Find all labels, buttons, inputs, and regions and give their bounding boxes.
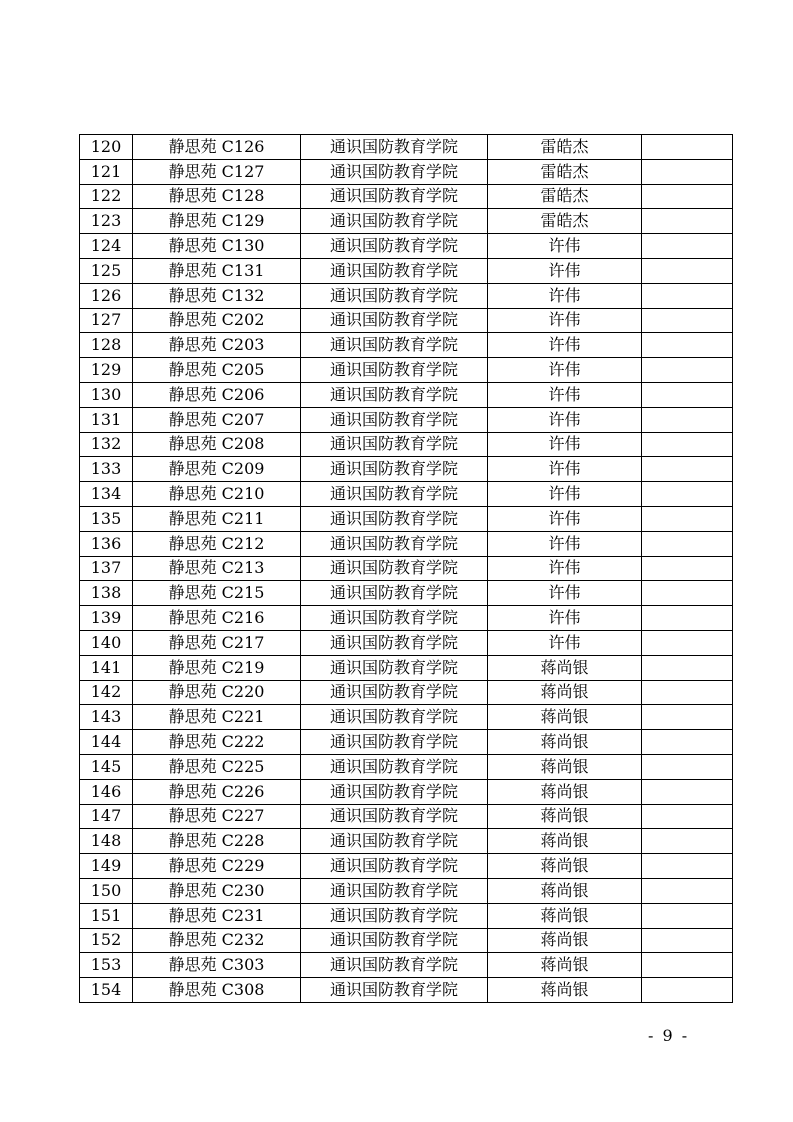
- table-row: [80, 457, 733, 482]
- note-cell: [642, 730, 733, 755]
- row-number-cell: 147: [80, 804, 133, 829]
- note-cell: [642, 382, 733, 407]
- person-cell: 许伟: [488, 531, 642, 556]
- person-cell: 许伟: [488, 581, 642, 606]
- note-cell: [642, 457, 733, 482]
- table-row: [80, 234, 733, 259]
- row-number-cell: 136: [80, 531, 133, 556]
- person-cell: 许伟: [488, 457, 642, 482]
- table-row: [80, 779, 733, 804]
- note-cell: [642, 184, 733, 209]
- row-number-cell: 137: [80, 556, 133, 581]
- college-cell: 通识国防教育学院: [301, 184, 488, 209]
- note-cell: [642, 680, 733, 705]
- table-row: [80, 854, 733, 879]
- row-number-cell: 150: [80, 878, 133, 903]
- table-row: [80, 184, 733, 209]
- room-cell: 静思苑 C212: [133, 531, 301, 556]
- note-cell: [642, 432, 733, 457]
- note-cell: [642, 581, 733, 606]
- person-cell: 雷皓杰: [488, 184, 642, 209]
- person-cell: 许伟: [488, 234, 642, 259]
- person-cell: 雷皓杰: [488, 159, 642, 184]
- person-cell: 蒋尚银: [488, 655, 642, 680]
- room-cell: 静思苑 C211: [133, 506, 301, 531]
- room-cell: 静思苑 C226: [133, 779, 301, 804]
- college-cell: 通识国防教育学院: [301, 333, 488, 358]
- college-cell: 通识国防教育学院: [301, 630, 488, 655]
- college-cell: 通识国防教育学院: [301, 135, 488, 160]
- row-number-cell: 122: [80, 184, 133, 209]
- college-cell: 通识国防教育学院: [301, 382, 488, 407]
- row-number-cell: 152: [80, 928, 133, 953]
- table-row: [80, 878, 733, 903]
- person-cell: 蒋尚银: [488, 978, 642, 1003]
- person-cell: 雷皓杰: [488, 135, 642, 160]
- note-cell: [642, 258, 733, 283]
- person-cell: 许伟: [488, 308, 642, 333]
- person-cell: 蒋尚银: [488, 878, 642, 903]
- person-cell: 许伟: [488, 606, 642, 631]
- room-cell: 静思苑 C217: [133, 630, 301, 655]
- room-cell: 静思苑 C228: [133, 829, 301, 854]
- person-cell: 蒋尚银: [488, 804, 642, 829]
- dorm-assignment-table-container: [79, 134, 732, 1003]
- table-row: [80, 556, 733, 581]
- row-number-cell: 125: [80, 258, 133, 283]
- row-number-cell: 126: [80, 283, 133, 308]
- room-cell: 静思苑 C231: [133, 903, 301, 928]
- person-cell: 许伟: [488, 556, 642, 581]
- note-cell: [642, 209, 733, 234]
- table-row: [80, 209, 733, 234]
- row-number-cell: 148: [80, 829, 133, 854]
- note-cell: [642, 829, 733, 854]
- table-row: [80, 432, 733, 457]
- person-cell: 许伟: [488, 482, 642, 507]
- person-cell: 蒋尚银: [488, 754, 642, 779]
- note-cell: [642, 135, 733, 160]
- row-number-cell: 146: [80, 779, 133, 804]
- table-row: [80, 630, 733, 655]
- row-number-cell: 143: [80, 705, 133, 730]
- table-row: [80, 308, 733, 333]
- college-cell: 通识国防教育学院: [301, 407, 488, 432]
- table-row: [80, 135, 733, 160]
- row-number-cell: 151: [80, 903, 133, 928]
- note-cell: [642, 655, 733, 680]
- college-cell: 通识国防教育学院: [301, 606, 488, 631]
- college-cell: 通识国防教育学院: [301, 506, 488, 531]
- college-cell: 通识国防教育学院: [301, 854, 488, 879]
- room-cell: 静思苑 C207: [133, 407, 301, 432]
- row-number-cell: 141: [80, 655, 133, 680]
- row-number-cell: 132: [80, 432, 133, 457]
- table-row: [80, 829, 733, 854]
- college-cell: 通识国防教育学院: [301, 903, 488, 928]
- row-number-cell: 139: [80, 606, 133, 631]
- row-number-cell: 124: [80, 234, 133, 259]
- row-number-cell: 140: [80, 630, 133, 655]
- college-cell: 通识国防教育学院: [301, 804, 488, 829]
- room-cell: 静思苑 C219: [133, 655, 301, 680]
- table-row: [80, 407, 733, 432]
- college-cell: 通识国防教育学院: [301, 680, 488, 705]
- person-cell: 蒋尚银: [488, 854, 642, 879]
- note-cell: [642, 953, 733, 978]
- room-cell: 静思苑 C128: [133, 184, 301, 209]
- note-cell: [642, 358, 733, 383]
- college-cell: 通识国防教育学院: [301, 878, 488, 903]
- person-cell: 蒋尚银: [488, 829, 642, 854]
- person-cell: 蒋尚银: [488, 779, 642, 804]
- room-cell: 静思苑 C215: [133, 581, 301, 606]
- room-cell: 静思苑 C205: [133, 358, 301, 383]
- row-number-cell: 135: [80, 506, 133, 531]
- table-row: [80, 953, 733, 978]
- person-cell: 蒋尚银: [488, 730, 642, 755]
- college-cell: 通识国防教育学院: [301, 159, 488, 184]
- room-cell: 静思苑 C308: [133, 978, 301, 1003]
- note-cell: [642, 159, 733, 184]
- note-cell: [642, 804, 733, 829]
- table-row: [80, 482, 733, 507]
- row-number-cell: 153: [80, 953, 133, 978]
- college-cell: 通识国防教育学院: [301, 581, 488, 606]
- row-number-cell: 131: [80, 407, 133, 432]
- room-cell: 静思苑 C232: [133, 928, 301, 953]
- person-cell: 许伟: [488, 630, 642, 655]
- college-cell: 通识国防教育学院: [301, 730, 488, 755]
- person-cell: 蒋尚银: [488, 953, 642, 978]
- row-number-cell: 121: [80, 159, 133, 184]
- row-number-cell: 128: [80, 333, 133, 358]
- college-cell: 通识国防教育学院: [301, 308, 488, 333]
- table-row: [80, 754, 733, 779]
- note-cell: [642, 705, 733, 730]
- room-cell: 静思苑 C221: [133, 705, 301, 730]
- note-cell: [642, 308, 733, 333]
- row-number-cell: 127: [80, 308, 133, 333]
- room-cell: 静思苑 C303: [133, 953, 301, 978]
- table-row: [80, 606, 733, 631]
- person-cell: 许伟: [488, 358, 642, 383]
- room-cell: 静思苑 C227: [133, 804, 301, 829]
- table-row: [80, 978, 733, 1003]
- note-cell: [642, 333, 733, 358]
- room-cell: 静思苑 C131: [133, 258, 301, 283]
- note-cell: [642, 854, 733, 879]
- row-number-cell: 130: [80, 382, 133, 407]
- room-cell: 静思苑 C213: [133, 556, 301, 581]
- college-cell: 通识国防教育学院: [301, 928, 488, 953]
- college-cell: 通识国防教育学院: [301, 432, 488, 457]
- row-number-cell: 144: [80, 730, 133, 755]
- person-cell: 许伟: [488, 283, 642, 308]
- note-cell: [642, 556, 733, 581]
- table-row: [80, 730, 733, 755]
- room-cell: 静思苑 C220: [133, 680, 301, 705]
- table-row: [80, 903, 733, 928]
- note-cell: [642, 630, 733, 655]
- table-row: [80, 581, 733, 606]
- table-row: [80, 804, 733, 829]
- row-number-cell: 145: [80, 754, 133, 779]
- note-cell: [642, 234, 733, 259]
- note-cell: [642, 878, 733, 903]
- table-row: [80, 705, 733, 730]
- table-row: [80, 258, 733, 283]
- room-cell: 静思苑 C230: [133, 878, 301, 903]
- table-row: [80, 358, 733, 383]
- row-number-cell: 138: [80, 581, 133, 606]
- college-cell: 通识国防教育学院: [301, 556, 488, 581]
- college-cell: 通识国防教育学院: [301, 358, 488, 383]
- note-cell: [642, 482, 733, 507]
- row-number-cell: 142: [80, 680, 133, 705]
- row-number-cell: 154: [80, 978, 133, 1003]
- note-cell: [642, 779, 733, 804]
- room-cell: 静思苑 C206: [133, 382, 301, 407]
- note-cell: [642, 606, 733, 631]
- college-cell: 通识国防教育学院: [301, 457, 488, 482]
- college-cell: 通识国防教育学院: [301, 655, 488, 680]
- note-cell: [642, 928, 733, 953]
- table-row: [80, 680, 733, 705]
- college-cell: 通识国防教育学院: [301, 209, 488, 234]
- person-cell: 许伟: [488, 382, 642, 407]
- person-cell: 雷皓杰: [488, 209, 642, 234]
- person-cell: 许伟: [488, 407, 642, 432]
- note-cell: [642, 283, 733, 308]
- room-cell: 静思苑 C127: [133, 159, 301, 184]
- table-row: [80, 382, 733, 407]
- table-body: [80, 135, 733, 1003]
- room-cell: 静思苑 C225: [133, 754, 301, 779]
- note-cell: [642, 506, 733, 531]
- college-cell: 通识国防教育学院: [301, 258, 488, 283]
- room-cell: 静思苑 C132: [133, 283, 301, 308]
- room-cell: 静思苑 C216: [133, 606, 301, 631]
- note-cell: [642, 754, 733, 779]
- room-cell: 静思苑 C222: [133, 730, 301, 755]
- row-number-cell: 134: [80, 482, 133, 507]
- note-cell: [642, 407, 733, 432]
- person-cell: 许伟: [488, 506, 642, 531]
- room-cell: 静思苑 C203: [133, 333, 301, 358]
- row-number-cell: 133: [80, 457, 133, 482]
- college-cell: 通识国防教育学院: [301, 531, 488, 556]
- table-row: [80, 159, 733, 184]
- page-number: - 9 -: [648, 1026, 690, 1045]
- table-row: [80, 506, 733, 531]
- college-cell: 通识国防教育学院: [301, 234, 488, 259]
- person-cell: 许伟: [488, 258, 642, 283]
- room-cell: 静思苑 C130: [133, 234, 301, 259]
- college-cell: 通识国防教育学院: [301, 283, 488, 308]
- room-cell: 静思苑 C210: [133, 482, 301, 507]
- person-cell: 蒋尚银: [488, 680, 642, 705]
- row-number-cell: 149: [80, 854, 133, 879]
- room-cell: 静思苑 C126: [133, 135, 301, 160]
- table-row: [80, 531, 733, 556]
- college-cell: 通识国防教育学院: [301, 829, 488, 854]
- room-cell: 静思苑 C202: [133, 308, 301, 333]
- college-cell: 通识国防教育学院: [301, 953, 488, 978]
- table-row: [80, 928, 733, 953]
- person-cell: 许伟: [488, 432, 642, 457]
- row-number-cell: 129: [80, 358, 133, 383]
- person-cell: 蒋尚银: [488, 903, 642, 928]
- college-cell: 通识国防教育学院: [301, 705, 488, 730]
- note-cell: [642, 978, 733, 1003]
- person-cell: 蒋尚银: [488, 928, 642, 953]
- person-cell: 蒋尚银: [488, 705, 642, 730]
- room-cell: 静思苑 C209: [133, 457, 301, 482]
- college-cell: 通识国防教育学院: [301, 482, 488, 507]
- room-cell: 静思苑 C229: [133, 854, 301, 879]
- person-cell: 许伟: [488, 333, 642, 358]
- room-cell: 静思苑 C208: [133, 432, 301, 457]
- note-cell: [642, 903, 733, 928]
- room-cell: 静思苑 C129: [133, 209, 301, 234]
- college-cell: 通识国防教育学院: [301, 779, 488, 804]
- table-row: [80, 333, 733, 358]
- table-row: [80, 655, 733, 680]
- note-cell: [642, 531, 733, 556]
- row-number-cell: 120: [80, 135, 133, 160]
- college-cell: 通识国防教育学院: [301, 978, 488, 1003]
- dorm-assignment-table: [79, 134, 733, 1003]
- table-row: [80, 283, 733, 308]
- row-number-cell: 123: [80, 209, 133, 234]
- college-cell: 通识国防教育学院: [301, 754, 488, 779]
